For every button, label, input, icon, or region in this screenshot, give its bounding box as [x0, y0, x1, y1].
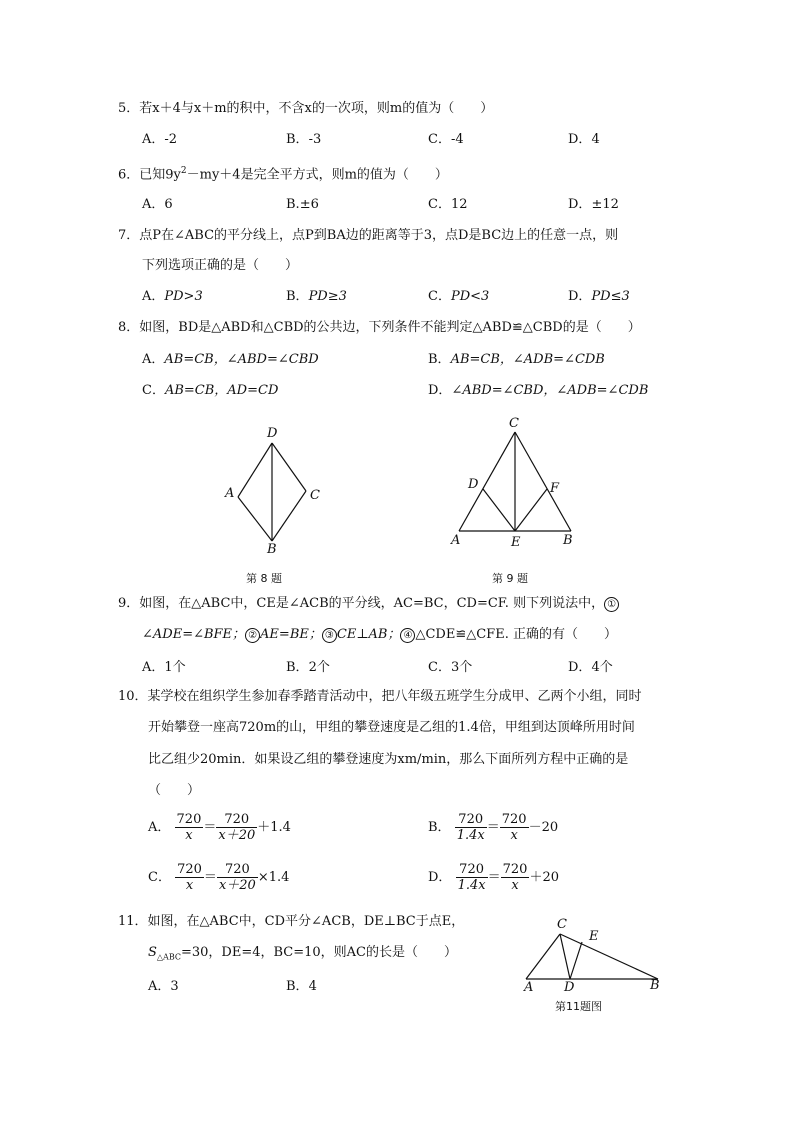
q10-option-c: C． $\frac{720}{x}$ ＝ $\frac{720}{x+20}$ ×1.4	[148, 862, 290, 893]
figure-8	[224, 426, 320, 585]
q5-stem: 5．若x＋4与x＋m的积中，不含x的一次项，则m的值为（ ）	[118, 101, 494, 116]
fig11-segment-cd	[560, 934, 570, 979]
q11-stem-line1: 11．如图，在△ABC中，CD平分∠ACB，DE⊥BC于点E，	[118, 914, 465, 929]
fig8-segment-da	[238, 443, 272, 497]
fig9-segment-bc	[515, 432, 571, 531]
q10-option-d: D． $\frac{720}{1.4x}$ ＝ $\frac{720}{x}$ ＋20	[428, 862, 559, 893]
q11-stem-line2: $S_{\triangle ABC}=30$，DE=4，BC=10，则AC的长是（ ）	[148, 945, 458, 962]
q11-option-a: A．3	[148, 979, 179, 994]
figure-9	[450, 416, 573, 585]
q10-option-b: B． $\frac{720}{1.4x}$ ＝ $\frac{720}{x}$ －20	[428, 812, 559, 843]
q8-option-a: A．AB=CB，∠ABD=∠CBD	[142, 352, 319, 367]
fig11-caption: 第11题图	[555, 1000, 602, 1013]
fig11-segment-de	[570, 942, 582, 979]
q6-option-d: D．±12	[568, 197, 619, 212]
fig9-label-b: B	[563, 533, 573, 548]
fig11-label-c: C	[557, 917, 567, 932]
q9-option-d: D．4个	[568, 660, 613, 675]
fig8-caption: 第 8 题	[246, 572, 282, 585]
q10-stem-line4: （ ）	[148, 783, 201, 798]
fig8-segment-ab	[238, 497, 272, 541]
fig9-label-c: C	[509, 416, 519, 431]
q9-option-b: B．2个	[286, 660, 330, 675]
fig11-label-d: D	[564, 980, 575, 995]
q5-option-d: D．4	[568, 132, 600, 147]
fig8-segment-cb	[272, 491, 306, 541]
q6-option-a: A．6	[142, 197, 173, 212]
q9-stem-line2: ∠ADE=∠BFE； ② AE=BE； ③ CE⊥AB； ④ △CDE≌△CFE. 正确的有（ ）	[142, 627, 617, 642]
q5-option-a: A．-2	[142, 132, 178, 147]
fig8-label-b: B	[267, 542, 277, 557]
fig9-segment-de	[483, 489, 515, 531]
fig8-label-c: C	[310, 488, 320, 503]
q5-option-c: C．-4	[428, 132, 464, 147]
q9-option-c: C．3个	[428, 660, 473, 675]
q9-option-a: A．1个	[142, 660, 186, 675]
fig9-caption: 第 9 题	[492, 572, 528, 585]
q6-stem: 6．已知$9y^2-my+4$是完全平方式，则m的值为（ ）	[118, 166, 448, 183]
q7-stem-line2: 下列选项正确的是（ ）	[142, 258, 299, 273]
fig9-label-d: D	[468, 477, 479, 492]
q11-option-b: B．4	[286, 979, 317, 994]
fig8-label-d: D	[267, 426, 278, 441]
fig11-segment-cb	[560, 934, 658, 979]
q9-stem-line1: 9．如图，在△ABC中，CE是∠ACB的平分线，AC=BC，CD=CF. 则下列说法中， ①	[118, 595, 619, 613]
fig9-label-f: F	[550, 481, 560, 496]
q10-stem-line3: 比乙组少20min．如果设乙组的攀登速度为xm/min，那么下面所列方程中正确的是	[148, 752, 629, 767]
q8-stem: 8．如图，BD是△ABD和△CBD的公共边，下列条件不能判定△ABD≌△CBD的是（ ）	[118, 320, 641, 335]
fig11-label-b: B	[650, 978, 660, 993]
fig11-segment-ac	[526, 934, 560, 979]
fig9-label-a: A	[451, 533, 461, 548]
q6-option-c: C．12	[428, 197, 468, 212]
q10-option-a: A． $\frac{720}{x}$ ＝ $\frac{720}{x+20}$ ＋1.4	[148, 812, 291, 843]
q10-stem-line1: 10．某学校在组织学生参加春季踏青活动中，把八年级五班学生分成甲、乙两个小组，同时	[118, 689, 642, 704]
q8-option-b: B．AB=CB，∠ADB=∠CDB	[428, 352, 605, 367]
fig9-segment-fe	[515, 489, 547, 531]
q7-stem-line1: 7．点P在∠ABC的平分线上，点P到BA边的距离等于3，点D是BC边上的任意一点，则	[118, 228, 619, 243]
q8-option-c: C．AB=CB，AD=CD	[142, 383, 279, 398]
q7-option-b: B．PD≥3	[286, 289, 347, 304]
fig11-label-e: E	[589, 929, 599, 944]
fig8-label-a: A	[225, 486, 235, 501]
q7-option-a: A．PD>3	[142, 289, 203, 304]
q8-option-d: D．∠ABD=∠CBD，∠ADB=∠CDB	[428, 383, 649, 398]
figure-11	[500, 900, 680, 1020]
fig11-label-a: A	[524, 980, 534, 995]
q10-stem-line2: 开始攀登一座高720m的山，甲组的攀登速度是乙组的1.4倍，甲组到达顶峰所用时间	[148, 720, 635, 735]
q6-option-b: B.±6	[286, 197, 319, 212]
fig8-segment-dc	[272, 443, 306, 491]
fig9-label-e: E	[511, 535, 521, 550]
q7-option-d: D．PD≤3	[568, 289, 630, 304]
q5-option-b: B．-3	[286, 132, 322, 147]
q7-option-c: C．PD<3	[428, 289, 490, 304]
